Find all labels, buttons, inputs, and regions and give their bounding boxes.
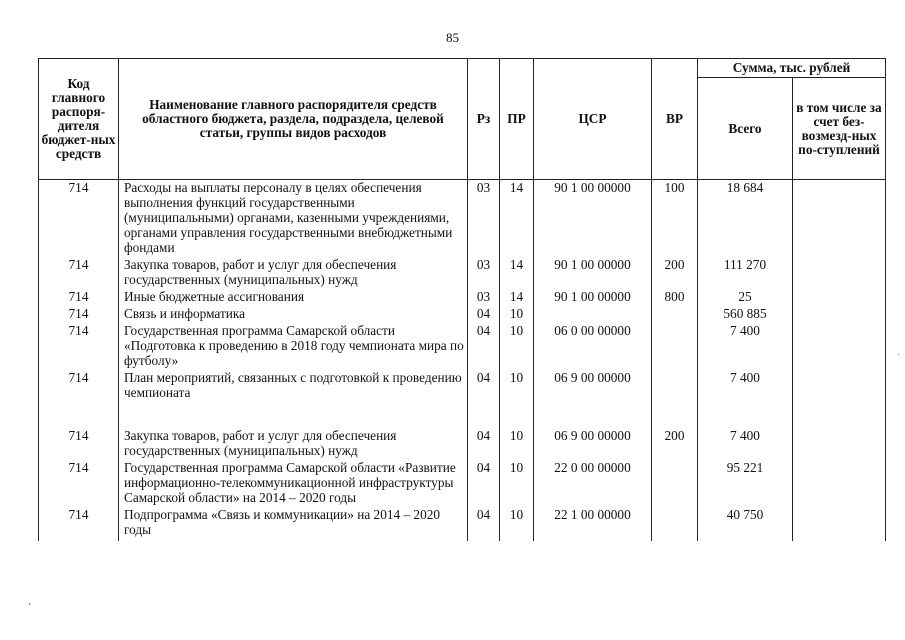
row-vr: 800 <box>652 289 698 306</box>
row-name: Иные бюджетные ассигнования <box>119 289 468 306</box>
row-total: 111 270 <box>698 257 793 289</box>
row-name: Закупка товаров, работ и услуг для обеспечения государственных (муниципальных) нужд <box>119 257 468 289</box>
row-vr: 100 <box>652 180 698 258</box>
row-total: 25 <box>698 289 793 306</box>
row-name: Государственная программа Самарской области «Развитие информационно-телекоммуникационной инфраструктуры Самарской области» на 2014 – 2020 годы <box>119 460 468 507</box>
row-name: Подпрограмма «Связь и коммуникации» на 2014 – 2020 годы <box>119 507 468 541</box>
table-body <box>39 180 886 542</box>
row-incl <box>793 507 886 541</box>
row-total: 7 400 <box>698 323 793 370</box>
row-name: План мероприятий, связанных с подготовкой к проведению чемпионата <box>119 370 468 428</box>
edge-mark: · <box>897 350 901 361</box>
row-pr: 10 <box>500 460 534 507</box>
table-row <box>39 306 886 323</box>
row-code: 714 <box>39 289 119 306</box>
header-pr: ПР <box>500 59 534 180</box>
row-csr <box>534 306 652 323</box>
table-row <box>39 428 886 460</box>
row-rz: 04 <box>468 507 500 541</box>
row-rz: 04 <box>468 323 500 370</box>
header-total: Всего <box>698 78 793 180</box>
row-total: 40 750 <box>698 507 793 541</box>
row-incl <box>793 289 886 306</box>
row-code: 714 <box>39 323 119 370</box>
row-incl <box>793 306 886 323</box>
row-vr <box>652 507 698 541</box>
header-name: Наименование главного распорядителя средств областного бюджета, раздела, подраздела, целевой статьи, группы видов расходов <box>119 59 468 180</box>
header-code: Код главного распоря-дителя бюджет-ных средств <box>39 59 119 180</box>
row-name: Связь и информатика <box>119 306 468 323</box>
row-incl <box>793 323 886 370</box>
margin-mark: ، <box>28 597 32 608</box>
row-csr: 06 0 00 00000 <box>534 323 652 370</box>
row-rz: 03 <box>468 180 500 258</box>
row-csr: 90 1 00 00000 <box>534 257 652 289</box>
row-vr <box>652 460 698 507</box>
row-pr: 14 <box>500 289 534 306</box>
row-code: 714 <box>39 257 119 289</box>
table-row <box>39 507 886 541</box>
row-csr: 90 1 00 00000 <box>534 289 652 306</box>
row-code: 714 <box>39 306 119 323</box>
row-csr: 22 0 00 00000 <box>534 460 652 507</box>
table-row <box>39 460 886 507</box>
row-total: 560 885 <box>698 306 793 323</box>
table-row <box>39 289 886 306</box>
row-pr: 10 <box>500 323 534 370</box>
table-row <box>39 323 886 370</box>
row-incl <box>793 180 886 258</box>
row-total: 95 221 <box>698 460 793 507</box>
header-csr: ЦСР <box>534 59 652 180</box>
row-code: 714 <box>39 370 119 428</box>
row-vr: 200 <box>652 428 698 460</box>
row-vr <box>652 323 698 370</box>
row-total: 18 684 <box>698 180 793 258</box>
row-rz: 04 <box>468 306 500 323</box>
table-row <box>39 370 886 428</box>
row-pr: 10 <box>500 428 534 460</box>
row-pr: 14 <box>500 180 534 258</box>
row-code: 714 <box>39 507 119 541</box>
row-csr: 22 1 00 00000 <box>534 507 652 541</box>
row-total: 7 400 <box>698 428 793 460</box>
table-row <box>39 180 886 258</box>
row-csr: 06 9 00 00000 <box>534 370 652 428</box>
row-incl <box>793 257 886 289</box>
row-rz: 03 <box>468 257 500 289</box>
row-rz: 04 <box>468 460 500 507</box>
row-incl <box>793 370 886 428</box>
header-incl: в том числе за счет без-возмезд-ных по-ступлений <box>793 78 886 180</box>
row-pr: 10 <box>500 370 534 428</box>
row-incl <box>793 428 886 460</box>
row-name: Расходы на выплаты персоналу в целях обеспечения выполнения функций государственными (муниципальными) органами, казенными учреждениями, органами управления государственными внебюджетными фондами <box>119 180 468 258</box>
table-row <box>39 257 886 289</box>
page-number: 85 <box>446 30 459 45</box>
header-vr: ВР <box>652 59 698 180</box>
row-vr <box>652 370 698 428</box>
row-csr: 90 1 00 00000 <box>534 180 652 258</box>
row-name: Закупка товаров, работ и услуг для обеспечения государственных (муниципальных) нужд <box>119 428 468 460</box>
row-incl <box>793 460 886 507</box>
header-sum-group: Сумма, тыс. рублей <box>698 59 886 78</box>
budget-table <box>38 58 886 541</box>
row-rz: 03 <box>468 289 500 306</box>
row-code: 714 <box>39 460 119 507</box>
row-vr: 200 <box>652 257 698 289</box>
row-pr: 10 <box>500 306 534 323</box>
row-name: Государственная программа Самарской области «Подготовка к проведению в 2018 году чемпионата мира по футболу» <box>119 323 468 370</box>
header-rz: Рз <box>468 59 500 180</box>
row-vr <box>652 306 698 323</box>
row-pr: 10 <box>500 507 534 541</box>
row-csr: 06 9 00 00000 <box>534 428 652 460</box>
row-code: 714 <box>39 180 119 258</box>
row-code: 714 <box>39 428 119 460</box>
row-rz: 04 <box>468 370 500 428</box>
row-pr: 14 <box>500 257 534 289</box>
row-rz: 04 <box>468 428 500 460</box>
row-total: 7 400 <box>698 370 793 428</box>
